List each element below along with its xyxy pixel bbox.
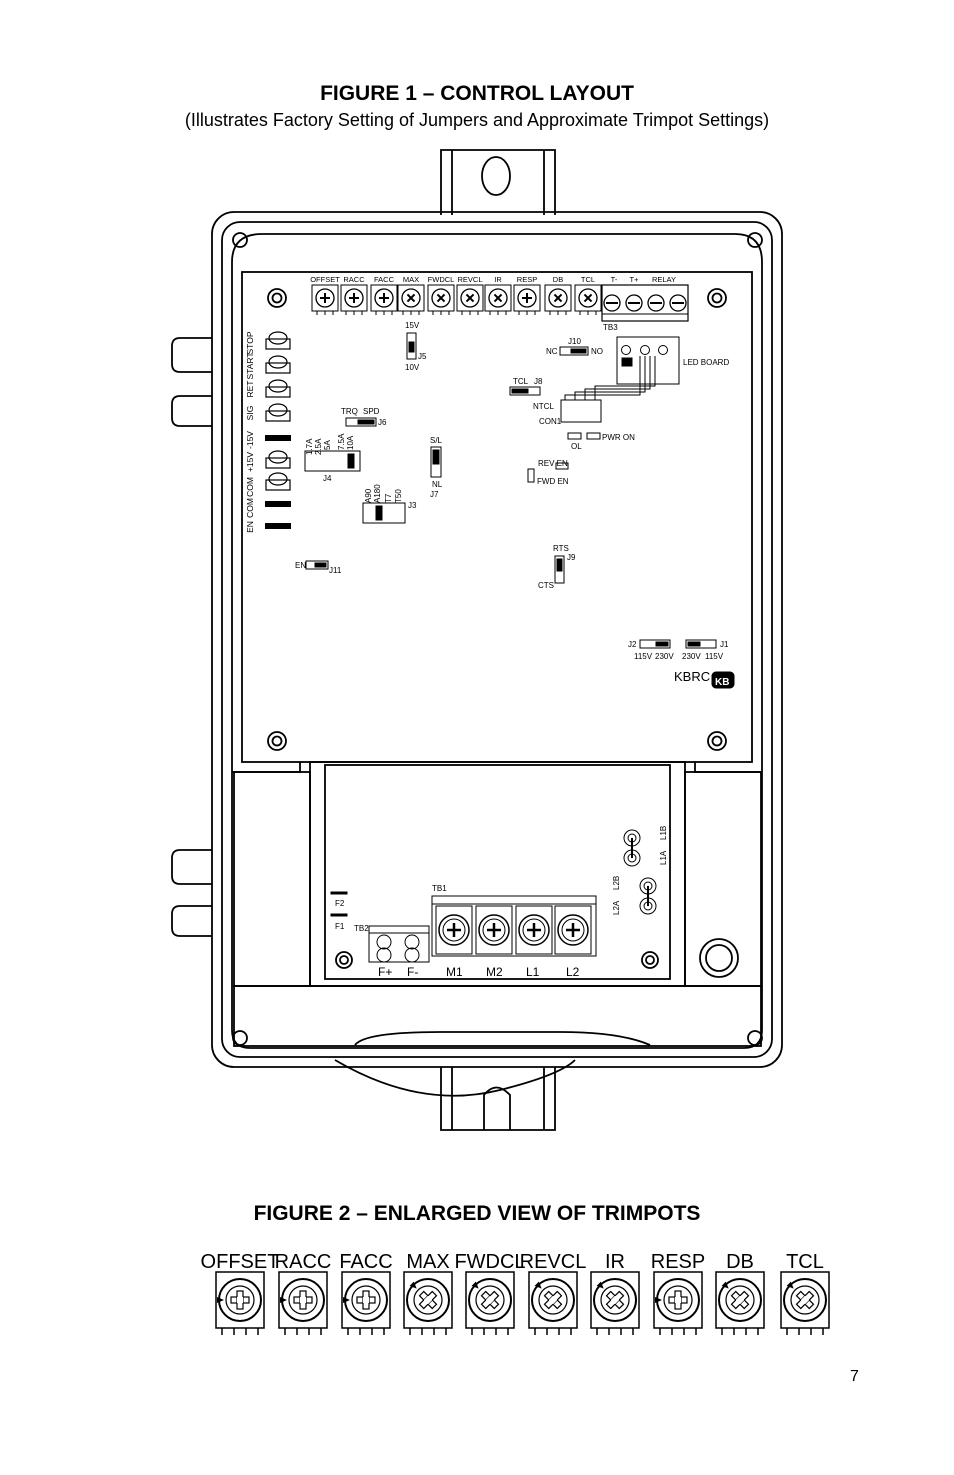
left-terminal-label: STOP <box>245 331 255 355</box>
j4-name: J4 <box>323 474 332 483</box>
tb3-label: RELAY <box>651 275 677 284</box>
figure1-title: FIGURE 1 – CONTROL LAYOUT <box>320 82 634 105</box>
j3-label-4: T50 <box>394 489 403 503</box>
model-label: KBRC <box>674 669 711 684</box>
trimpot-label: OFFSET <box>200 1251 280 1273</box>
j10-right-label: NO <box>591 347 603 356</box>
line-jumpers <box>624 830 656 914</box>
con1-label: CON1 <box>539 417 562 426</box>
j6-name: J6 <box>378 418 387 427</box>
tb3-label: T+ <box>629 275 639 284</box>
trimpot[interactable] <box>342 1272 390 1335</box>
j5-top-label: 15V <box>405 321 420 330</box>
j9-top-label: RTS <box>553 544 569 553</box>
line-jumper-l2a: L2A <box>612 900 621 915</box>
tb3-screw[interactable] <box>626 295 642 311</box>
j7-top-label: S/L <box>430 436 443 445</box>
left-terminal[interactable] <box>266 356 290 373</box>
board-trimpot-label: FACC <box>373 275 395 284</box>
f1-label: F1 <box>335 922 345 931</box>
j8-bottom-label: NTCL <box>533 402 554 411</box>
led-board-label: LED BOARD <box>683 358 730 367</box>
j6-left-label: TRQ <box>341 407 358 416</box>
tb3-name: TB3 <box>603 323 618 332</box>
trimpot[interactable] <box>591 1272 639 1335</box>
trimpot-label: DB <box>726 1251 754 1273</box>
tb3-label: T- <box>610 275 618 284</box>
left-terminal[interactable] <box>266 404 290 421</box>
tb1-screws <box>436 906 591 954</box>
f2-label: F2 <box>335 899 345 908</box>
j3-label-3: T7 <box>384 493 393 503</box>
j11-name: J11 <box>329 566 342 575</box>
board-trimpot[interactable] <box>575 285 601 315</box>
left-terminal-label: SIG <box>245 405 255 421</box>
board-trimpot[interactable] <box>398 285 424 315</box>
terminal-m2: M2 <box>486 965 503 979</box>
trimpot[interactable] <box>404 1272 452 1335</box>
j4-label-2: 2.5A <box>314 438 323 455</box>
j4-label-3: 5A <box>323 440 332 450</box>
board-trimpot[interactable] <box>371 285 397 315</box>
tb3-screw[interactable] <box>670 295 686 311</box>
kb-logo-text: KB <box>715 677 730 688</box>
j5-name: J5 <box>418 352 427 361</box>
line-jumper-l1a: L1A <box>659 850 668 865</box>
j9-bottom-label: CTS <box>538 581 554 590</box>
terminal-l1: L1 <box>526 965 540 979</box>
board-trimpot[interactable] <box>428 285 454 315</box>
pc-board <box>242 272 752 762</box>
ol-led <box>568 433 581 439</box>
left-terminal-bar <box>265 435 291 441</box>
j6-right-label: SPD <box>363 407 380 416</box>
left-tab-4 <box>172 906 212 936</box>
board-trimpot-label: MAX <box>402 275 420 284</box>
fwd-en-label: FWD EN <box>537 477 569 486</box>
board-trimpot-label: RACC <box>343 275 365 284</box>
left-terminal[interactable] <box>266 380 290 397</box>
j7-name: J7 <box>430 490 439 499</box>
left-terminal-label: RET <box>245 380 255 398</box>
terminal-f-minus: F- <box>407 965 419 979</box>
tb1-screw[interactable] <box>476 906 512 954</box>
left-tab-3 <box>172 850 212 884</box>
terminal-f-plus: F+ <box>378 965 393 979</box>
trimpot-label: REVCL <box>519 1251 587 1273</box>
j4-label-5: 10A <box>346 435 355 450</box>
figure2-title: FIGURE 2 – ENLARGED VIEW OF TRIMPOTS <box>253 1202 701 1225</box>
j1-label-2: 115V <box>705 652 724 661</box>
bottom-mounting-tab <box>441 1067 555 1130</box>
pwr-on-label: PWR ON <box>602 433 635 442</box>
board-trimpot[interactable] <box>485 285 511 315</box>
j8-name: J8 <box>534 377 543 386</box>
j4-label-1: 1.7A <box>305 438 314 455</box>
board-trimpot-label: OFFSET <box>310 275 340 284</box>
tb3-terminal-block <box>602 275 688 321</box>
board-trimpot[interactable] <box>457 285 483 315</box>
line-jumper-l1b: L1B <box>659 825 668 840</box>
board-trimpot-label: FWDCL <box>427 275 455 284</box>
left-terminal-label: COM <box>245 498 255 518</box>
board-trimpot-label: TCL <box>580 275 596 284</box>
tb2-terminal-block <box>369 926 429 962</box>
board-trimpot-label: DB <box>552 275 564 284</box>
trimpot-label: RACC <box>274 1251 332 1273</box>
j1-name: J1 <box>720 640 729 649</box>
left-tab-2 <box>172 396 212 426</box>
board-trimpot-label: REVCL <box>457 275 483 284</box>
trimpot-label: FACC <box>339 1251 393 1273</box>
left-terminal-label: START <box>245 352 255 380</box>
j8-left-label: TCL <box>513 377 529 386</box>
trimpot-label: IR <box>605 1251 625 1273</box>
left-terminal-label: COM <box>245 477 255 497</box>
trimpot-label: MAX <box>406 1251 450 1273</box>
j9-name: J9 <box>567 553 576 562</box>
left-terminal[interactable] <box>266 451 290 468</box>
fwd-en-led <box>528 469 534 482</box>
left-terminal-strip <box>245 331 291 533</box>
trimpot-label: FWDCL <box>454 1251 526 1273</box>
board-trimpot[interactable] <box>341 285 367 315</box>
board-trimpot-label: RESP <box>516 275 538 284</box>
trimpot[interactable] <box>781 1272 829 1335</box>
j2-label-1: 115V <box>634 652 653 661</box>
j11-left-label: EN <box>295 561 307 570</box>
j10-name: J10 <box>568 337 581 346</box>
terminal-m1: M1 <box>446 965 463 979</box>
j3-label-1: A90 <box>364 488 373 503</box>
left-tab-1 <box>172 338 212 372</box>
j1-label-1: 230V <box>682 652 701 661</box>
left-terminal[interactable] <box>266 473 290 490</box>
tb1-terminal-block <box>432 896 596 956</box>
board-trimpot-row <box>310 275 601 315</box>
figure1-subtitle: (Illustrates Factory Setting of Jumpers and Approximate Trimpot Settings) <box>184 110 770 130</box>
terminal-l2: L2 <box>566 965 580 979</box>
trimpot[interactable] <box>716 1272 764 1335</box>
board-trimpot-label: IR <box>494 275 502 284</box>
pwr-on-led <box>587 433 600 439</box>
ol-label: OL <box>571 442 582 451</box>
j5-bottom-label: 10V <box>405 363 420 372</box>
trimpot-label: RESP <box>650 1251 706 1273</box>
line-jumper-l2b: L2B <box>612 875 621 890</box>
power-board <box>325 765 670 979</box>
j3-label-2: A180 <box>373 484 382 503</box>
rev-en-label: REV EN <box>538 459 568 468</box>
left-terminal-label: +15V <box>245 451 255 473</box>
trimpot-enlarged-view <box>0 1240 954 1350</box>
j10-left-label: NC <box>546 347 558 356</box>
trimpot[interactable] <box>216 1272 264 1335</box>
left-terminal-label: -15V <box>245 431 255 449</box>
top-mounting-tab <box>441 150 555 215</box>
trimpot[interactable] <box>654 1272 702 1335</box>
trimpot[interactable] <box>279 1272 327 1335</box>
left-terminal-bar <box>265 501 291 507</box>
left-terminal-bar <box>265 523 291 529</box>
board-trimpot[interactable] <box>545 285 571 315</box>
j3-name: J3 <box>408 501 417 510</box>
left-terminal[interactable] <box>266 332 290 349</box>
j4-label-4: 7.5A <box>337 433 346 450</box>
tb1-screw[interactable] <box>516 906 552 954</box>
left-terminal-label: EN <box>245 521 255 533</box>
j2-name: J2 <box>628 640 637 649</box>
page-number: 7 <box>850 1368 859 1385</box>
j7-bottom-label: NL <box>432 480 443 489</box>
trimpot[interactable] <box>466 1272 514 1335</box>
board-trimpot[interactable] <box>514 285 540 315</box>
tb1-screw[interactable] <box>555 906 591 954</box>
tb3-screw[interactable] <box>604 295 620 311</box>
trimpot[interactable] <box>529 1272 577 1335</box>
j3-jumper <box>363 503 405 523</box>
j2-label-2: 230V <box>655 652 674 661</box>
tb1-name: TB1 <box>432 884 447 893</box>
top-mount-hole <box>482 157 510 195</box>
tb3-screw[interactable] <box>648 295 664 311</box>
con1-connector <box>561 400 601 422</box>
board-trimpot[interactable] <box>312 285 338 315</box>
tb1-screw[interactable] <box>436 906 472 954</box>
trimpot-label: TCL <box>786 1251 824 1273</box>
tb2-name: TB2 <box>354 924 369 933</box>
